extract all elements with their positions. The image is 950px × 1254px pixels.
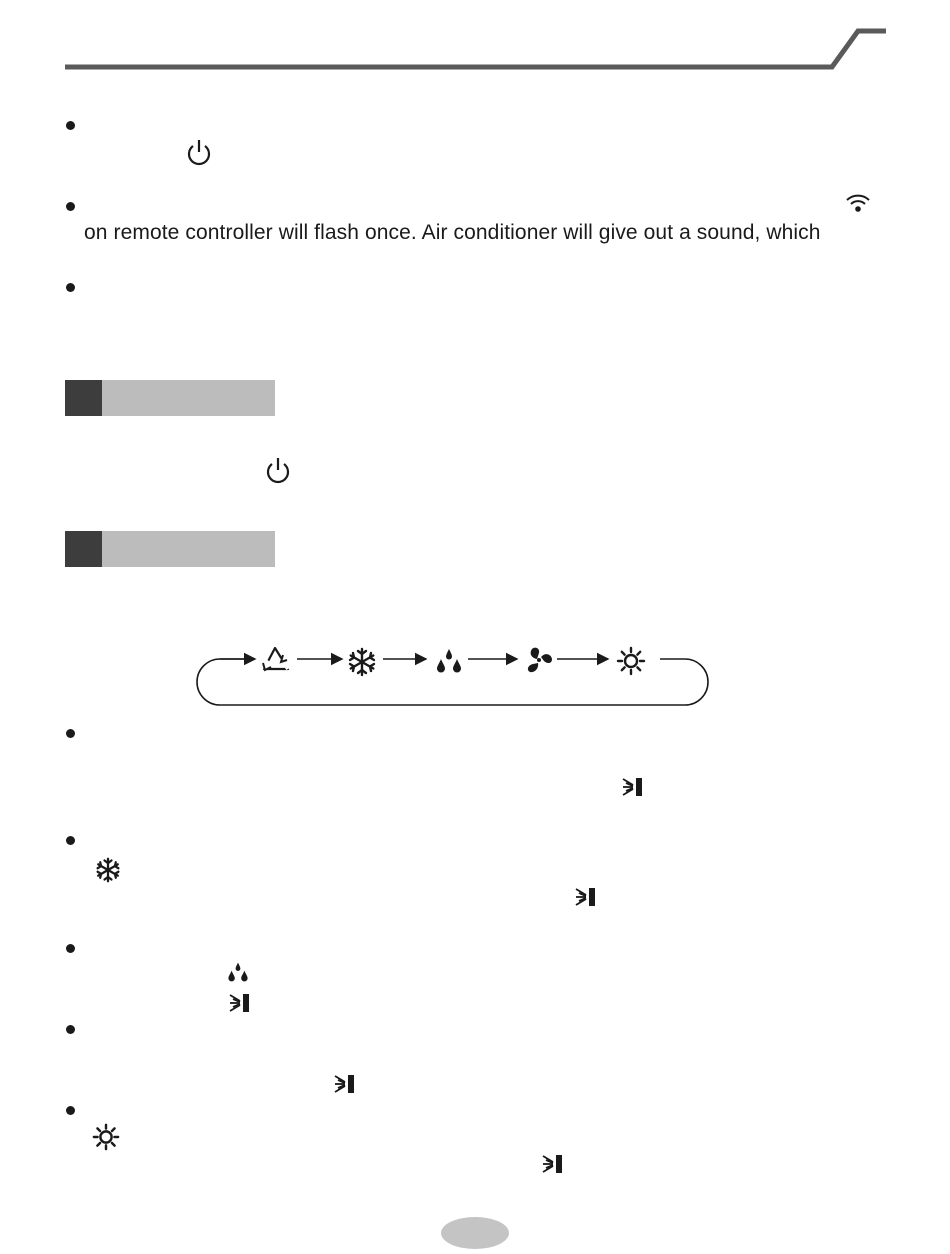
- bullet: [66, 1106, 75, 1115]
- section-header-marker: [65, 531, 102, 567]
- power-icon: [264, 457, 292, 485]
- section-header-marker: [65, 380, 102, 416]
- bullet: [66, 729, 75, 738]
- section-header-2: [65, 531, 275, 567]
- water-drops-icon: [434, 647, 464, 677]
- snowflake-icon: [347, 647, 377, 677]
- swing-louver-icon: [622, 776, 644, 798]
- swing-louver-icon: [229, 992, 251, 1014]
- bullet: [66, 121, 75, 130]
- bullet: [66, 283, 75, 292]
- auto-mode-icon: [260, 645, 292, 673]
- snowflake-icon: [95, 857, 121, 883]
- bullet: [66, 944, 75, 953]
- fan-icon: [524, 645, 554, 675]
- power-icon: [185, 139, 213, 167]
- section-header-1: [65, 380, 275, 416]
- header-rule: [0, 0, 950, 80]
- swing-louver-icon: [334, 1073, 356, 1095]
- swing-louver-icon: [542, 1153, 564, 1175]
- signal-icon: [845, 193, 871, 213]
- body-text-line: on remote controller will flash once. Air conditioner will give out a sound, which: [84, 221, 821, 244]
- page-number-badge: [441, 1217, 509, 1249]
- bullet: [66, 202, 75, 211]
- water-drops-icon: [226, 961, 250, 985]
- bullet: [66, 1025, 75, 1034]
- sun-icon: [616, 646, 646, 676]
- bullet: [66, 836, 75, 845]
- sun-icon: [92, 1123, 120, 1151]
- swing-louver-icon: [575, 886, 597, 908]
